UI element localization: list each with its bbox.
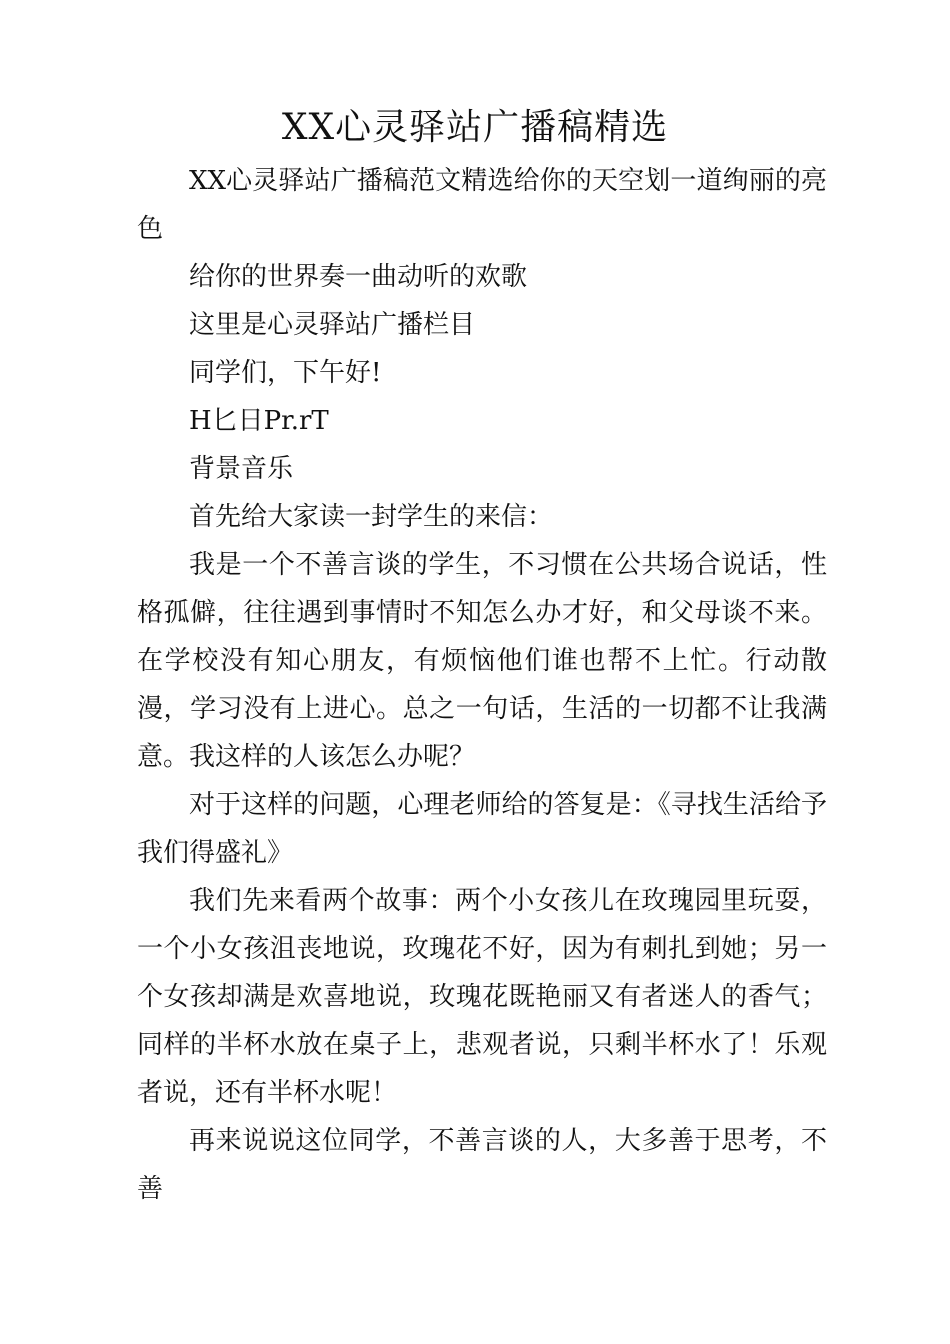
paragraph: 首先给大家读一封学生的来信：: [189, 502, 554, 532]
paragraph: 背景音乐: [189, 454, 294, 484]
document-title: XX心灵驿站广播稿精选: [281, 107, 669, 148]
paragraph: 给你的世界奏一曲动听的欢歌: [189, 262, 528, 292]
paragraph: 同学们，下午好!: [189, 358, 382, 388]
paragraph: 我是一个不善言谈的学生，不习惯在公共场合说话，性格孤僻，往往遇到事情时不知怎么办才好，和父母谈不来。在学校没有知心朋友，有烦恼他们谁也帮不上忙。行动散漫，学习没有上进心。总之一句话，生活的一切都不让我满意。我这样的人该怎么办呢？: [137, 550, 827, 772]
paragraph: H匕日Pr.rT: [189, 406, 329, 436]
document-body: [137, 157, 827, 1213]
paragraph: 再来说说这位同学，不善言谈的人，大多善于思考，不善: [137, 1126, 827, 1204]
paragraph: XX心灵驿站广播稿范文精选给你的天空划一道绚丽的亮色: [137, 166, 827, 244]
paragraph: 对于这样的问题，心理老师给的答复是：《寻找生活给予我们得盛礼》: [137, 790, 827, 868]
paragraph: 我们先来看两个故事：两个小女孩儿在玫瑰园里玩耍，一个小女孩沮丧地说，玫瑰花不好，因为有刺扎到她；另一个女孩却满是欢喜地说，玫瑰花既艳丽又有者迷人的香气；同样的半杯水放在桌子上，悲观者说，只剩半杯水了！乐观者说，还有半杯水呢！: [137, 886, 827, 1108]
paragraph: 这里是心灵驿站广播栏目: [189, 310, 476, 340]
